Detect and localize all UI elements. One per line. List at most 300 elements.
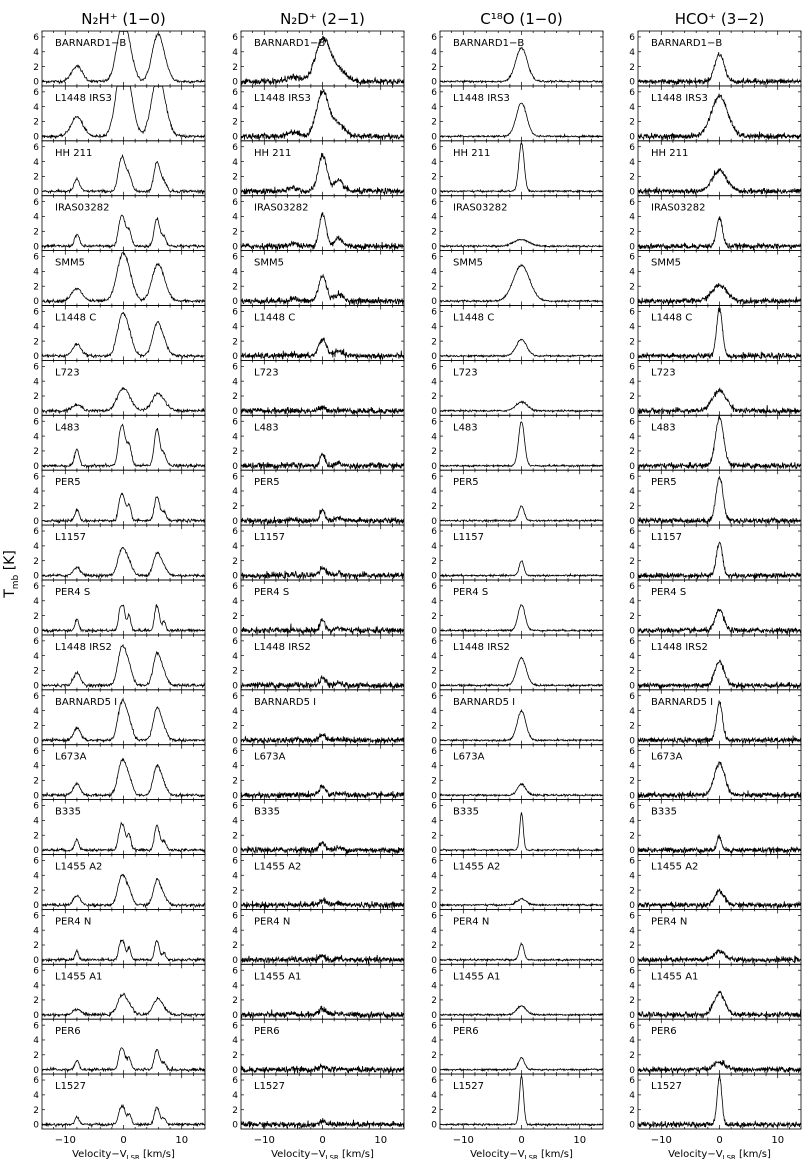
y-tick-label: 0 [431, 1065, 437, 1076]
y-tick-label: 0 [33, 132, 39, 143]
source-label: B335 [254, 806, 280, 818]
y-tick-label: 0 [431, 1120, 437, 1131]
spectrum-panel [33, 909, 205, 966]
source-label: BARNARD5 I [254, 696, 317, 708]
y-tick-label: 6 [629, 1076, 635, 1087]
y-tick-label: 4 [232, 157, 238, 168]
spectrum-panel [431, 306, 603, 363]
spectrum-panel [232, 251, 404, 308]
y-tick-label: 4 [33, 596, 39, 607]
y-tick-label: 6 [629, 637, 635, 648]
spectrum-panel [431, 525, 603, 582]
y-tick-label: 2 [232, 996, 238, 1007]
y-tick-label: 0 [232, 242, 238, 253]
column-title: HCO⁺ (3−2) [674, 10, 765, 28]
y-tick-label: 6 [431, 746, 437, 757]
spectrum-panel [431, 1074, 603, 1131]
spectrum-panel [232, 141, 404, 198]
y-tick-label: 2 [431, 172, 437, 183]
spectrum-panel [232, 196, 404, 253]
y-tick-label: 2 [232, 1105, 238, 1116]
spectrum-line [638, 991, 801, 1018]
y-tick-label: 6 [33, 1076, 39, 1087]
spectrum-line [638, 216, 801, 250]
spectrum-panel [431, 690, 603, 747]
y-tick-label: 4 [232, 871, 238, 882]
x-tick-label: 0 [120, 1135, 127, 1146]
y-tick-label: 0 [232, 352, 238, 363]
spectrum-line [42, 547, 205, 578]
y-tick-label: 4 [431, 487, 437, 498]
x-axis-label: $Velocity-V_{LSR}$ [km/s] [271, 1149, 374, 1159]
x-tick-label: −10 [650, 1135, 672, 1146]
y-tick-label: 2 [232, 337, 238, 348]
spectrum-panel [431, 909, 603, 966]
y-tick-label: 6 [431, 197, 437, 208]
x-tick-label: 10 [771, 1135, 785, 1146]
y-tick-label: 2 [431, 666, 437, 677]
y-tick-label: 6 [232, 911, 238, 922]
x-axis-label: $Velocity-V_{LSR}$ [km/s] [470, 1149, 573, 1159]
spectrum-panel [33, 690, 205, 747]
spectrum-panel [33, 964, 205, 1021]
y-tick-label: 2 [232, 502, 238, 513]
spectrum-line [42, 605, 205, 633]
spectrum-panel [431, 745, 603, 802]
y-tick-label: 0 [33, 736, 39, 747]
y-tick-label: 0 [33, 681, 39, 692]
y-tick-label: 4 [33, 542, 39, 553]
column-title: N₂D⁺ (2−1) [280, 10, 365, 28]
y-tick-label: 6 [33, 88, 39, 99]
y-tick-label: 0 [431, 736, 437, 747]
y-tick-label: 0 [431, 791, 437, 802]
x-tick-label: −10 [54, 1135, 76, 1146]
y-tick-label: 0 [232, 956, 238, 967]
y-tick-label: 0 [431, 77, 437, 88]
spectrum-panel [232, 86, 404, 143]
y-tick-label: 2 [232, 721, 238, 732]
y-tick-label: 6 [431, 472, 437, 483]
spectrum-line [440, 239, 603, 247]
y-tick-label: 4 [629, 102, 635, 113]
spectrum-line [638, 388, 801, 415]
y-tick-label: 4 [431, 47, 437, 58]
spectrum-panel [232, 31, 404, 88]
source-label: PER4 S [55, 587, 91, 598]
y-tick-label: 2 [629, 776, 635, 787]
y-tick-label: 2 [232, 1051, 238, 1062]
y-tick-label: 2 [629, 447, 635, 458]
y-tick-label: 2 [33, 502, 39, 513]
spectrum-line [440, 943, 603, 961]
y-tick-label: 2 [431, 117, 437, 128]
y-tick-label: 6 [629, 88, 635, 99]
y-tick-label: 6 [232, 691, 238, 702]
source-label: L1448 IRS3 [55, 92, 112, 104]
spectrum-panel [431, 415, 603, 472]
spectrum-panel [232, 306, 404, 363]
y-tick-label: 4 [431, 761, 437, 772]
source-label: L723 [55, 367, 80, 379]
y-tick-label: 2 [232, 886, 238, 897]
y-tick-label: 4 [431, 432, 437, 443]
spectrum-panel [629, 1019, 801, 1076]
source-label: PER4 S [651, 587, 687, 598]
y-tick-label: 2 [431, 1105, 437, 1116]
y-tick-label: 4 [629, 267, 635, 278]
y-tick-label: 4 [33, 761, 39, 772]
column-title: C¹⁸O (1−0) [480, 10, 563, 28]
y-tick-label: 4 [629, 487, 635, 498]
y-tick-label: 0 [431, 242, 437, 253]
spectrum-panel [629, 86, 801, 143]
y-tick-label: 6 [431, 88, 437, 99]
source-label: BARNARD5 I [453, 696, 516, 708]
source-label: L1448 IRS3 [651, 92, 708, 104]
y-tick-label: 2 [33, 282, 39, 293]
y-tick-label: 2 [232, 117, 238, 128]
y-tick-label: 6 [33, 252, 39, 263]
source-label: L1455 A2 [453, 861, 501, 873]
source-label: L1448 IRS2 [453, 641, 510, 653]
y-tick-label: 4 [629, 47, 635, 58]
source-label: HH 211 [55, 147, 93, 159]
y-tick-label: 0 [431, 187, 437, 198]
y-tick-label: 4 [33, 377, 39, 388]
source-label: PER4 N [651, 916, 688, 928]
spectrum-line [440, 1006, 603, 1016]
y-tick-label: 4 [431, 651, 437, 662]
y-tick-label: 0 [629, 461, 635, 472]
source-label: PER5 [651, 477, 677, 489]
y-tick-label: 6 [33, 637, 39, 648]
source-label: SMM5 [254, 257, 284, 269]
y-tick-label: 0 [629, 626, 635, 637]
y-tick-label: 2 [629, 282, 635, 293]
y-tick-label: 0 [431, 132, 437, 143]
spectrum-panel [33, 1074, 205, 1131]
y-tick-label: 0 [629, 77, 635, 88]
y-tick-label: 6 [629, 33, 635, 44]
y-tick-label: 0 [232, 297, 238, 308]
y-tick-label: 6 [232, 966, 238, 977]
spectrum-panel [629, 909, 801, 966]
spectrum-panel [33, 855, 205, 912]
y-tick-label: 2 [629, 502, 635, 513]
y-tick-label: 6 [431, 417, 437, 428]
y-tick-label: 6 [431, 527, 437, 538]
spectrum-line [440, 401, 603, 412]
y-tick-label: 4 [629, 651, 635, 662]
source-label: L1527 [651, 1081, 683, 1093]
y-tick-label: 6 [232, 582, 238, 593]
y-tick-label: 2 [431, 996, 437, 1007]
y-tick-label: 2 [232, 666, 238, 677]
source-label: L1527 [254, 1081, 286, 1093]
y-tick-label: 0 [33, 901, 39, 912]
y-tick-label: 2 [431, 447, 437, 458]
spectrum-line [638, 762, 801, 799]
y-tick-label: 2 [33, 556, 39, 567]
y-tick-label: 2 [33, 776, 39, 787]
source-label: L1455 A2 [254, 861, 302, 873]
y-tick-label: 2 [232, 282, 238, 293]
spectrum-panel [629, 855, 801, 912]
y-tick-label: 4 [232, 47, 238, 58]
spectrum-panel [33, 86, 205, 143]
source-label: IRAS03282 [254, 202, 309, 214]
spectrum-line [42, 215, 205, 248]
y-tick-label: 2 [629, 556, 635, 567]
y-tick-label: 2 [232, 556, 238, 567]
y-tick-label: 4 [629, 1036, 635, 1047]
y-tick-label: 2 [33, 666, 39, 677]
y-tick-label: 6 [33, 801, 39, 812]
y-tick-label: 2 [33, 1105, 39, 1116]
spectrum-line [42, 1105, 205, 1127]
spectrum-panel [629, 580, 801, 637]
y-tick-label: 4 [232, 981, 238, 992]
y-tick-label: 6 [232, 88, 238, 99]
y-tick-label: 4 [629, 981, 635, 992]
spectrum-panel [232, 525, 404, 582]
source-label: SMM5 [55, 257, 85, 269]
spectrum-line [42, 493, 205, 522]
y-tick-label: 0 [431, 571, 437, 582]
spectrum-line [241, 275, 404, 305]
y-tick-label: 4 [629, 432, 635, 443]
source-label: L723 [254, 367, 279, 379]
y-tick-label: 2 [33, 392, 39, 403]
spectrum-line [638, 168, 801, 195]
y-tick-label: 6 [33, 472, 39, 483]
y-tick-label: 0 [232, 736, 238, 747]
source-label: L673A [254, 751, 286, 763]
spectrum-line [440, 47, 603, 82]
y-tick-label: 2 [629, 62, 635, 73]
y-tick-label: 6 [33, 197, 39, 208]
y-tick-label: 0 [232, 187, 238, 198]
y-tick-label: 0 [431, 1010, 437, 1021]
y-tick-label: 6 [629, 252, 635, 263]
y-tick-label: 2 [431, 941, 437, 952]
y-tick-label: 4 [431, 1091, 437, 1102]
y-tick-label: 2 [431, 886, 437, 897]
source-label: IRAS03282 [55, 202, 110, 214]
spectrum-panel [232, 635, 404, 692]
spectrum-panel [232, 855, 404, 912]
source-label: PER6 [453, 1026, 479, 1038]
y-tick-label: 4 [33, 816, 39, 827]
y-tick-label: 2 [232, 172, 238, 183]
source-label: PER5 [55, 477, 81, 489]
spectrum-panel [33, 635, 205, 692]
spectrum-panel [33, 360, 205, 417]
spectrum-panel [232, 1019, 404, 1076]
y-tick-label: 4 [33, 1036, 39, 1047]
y-tick-label: 4 [232, 706, 238, 717]
y-tick-label: 4 [33, 1091, 39, 1102]
y-tick-label: 4 [33, 47, 39, 58]
source-label: PER6 [55, 1026, 81, 1038]
y-tick-label: 0 [232, 132, 238, 143]
source-label: IRAS03282 [453, 202, 508, 214]
source-label: L483 [453, 422, 478, 434]
y-tick-label: 0 [33, 571, 39, 582]
spectrum-panel [629, 415, 801, 472]
y-tick-label: 2 [33, 831, 39, 842]
y-tick-label: 2 [232, 831, 238, 842]
y-tick-label: 2 [33, 1051, 39, 1062]
y-tick-label: 4 [232, 102, 238, 113]
source-label: PER4 N [453, 916, 490, 928]
y-tick-label: 6 [232, 1076, 238, 1087]
y-tick-label: 4 [431, 267, 437, 278]
y-tick-label: 0 [33, 352, 39, 363]
spectrum-panel [629, 1074, 801, 1131]
y-tick-label: 6 [629, 856, 635, 867]
y-tick-label: 0 [232, 77, 238, 88]
spectrum-panel [629, 525, 801, 582]
spectrum-line [440, 898, 603, 906]
source-label: BARNARD1−B [55, 38, 127, 49]
spectrum-panel [431, 360, 603, 417]
y-tick-label: 2 [629, 996, 635, 1007]
y-tick-label: 0 [33, 516, 39, 527]
spectrum-panel [33, 1019, 205, 1076]
y-tick-label: 4 [232, 267, 238, 278]
y-tick-label: 0 [431, 297, 437, 308]
y-tick-label: 0 [431, 846, 437, 857]
y-tick-label: 4 [629, 1091, 635, 1102]
y-tick-label: 4 [629, 322, 635, 333]
x-tick-label: −10 [452, 1135, 474, 1146]
y-tick-label: 4 [33, 651, 39, 662]
y-tick-label: 0 [629, 187, 635, 198]
y-tick-label: 2 [629, 831, 635, 842]
spectrum-panel [33, 196, 205, 253]
source-label: PER6 [254, 1026, 280, 1038]
spectrum-line [638, 542, 801, 579]
x-axis-label: $Velocity-V_{LSR}$ [km/s] [72, 1149, 175, 1159]
spectrum-panel [629, 635, 801, 692]
spectrum-line [241, 338, 404, 360]
source-label: PER4 N [254, 916, 291, 928]
y-tick-label: 4 [33, 102, 39, 113]
y-tick-label: 0 [232, 407, 238, 418]
y-tick-label: 0 [33, 1065, 39, 1076]
y-tick-label: 0 [232, 1065, 238, 1076]
source-label: B335 [453, 806, 479, 818]
y-tick-label: 4 [33, 212, 39, 223]
source-label: SMM5 [453, 257, 483, 269]
y-tick-label: 0 [33, 791, 39, 802]
source-label: HH 211 [453, 147, 491, 159]
y-tick-label: 4 [431, 322, 437, 333]
spectrum-panel [629, 196, 801, 253]
y-tick-label: 6 [431, 801, 437, 812]
source-label: L723 [651, 367, 676, 379]
y-tick-label: 4 [431, 212, 437, 223]
source-label: L1448 C [55, 312, 97, 324]
spectrum-panel [232, 470, 404, 527]
spectrum-panel [431, 580, 603, 637]
source-label: PER6 [651, 1026, 677, 1038]
y-tick-label: 6 [629, 746, 635, 757]
spectrum-line [638, 660, 801, 689]
x-tick-label: 0 [319, 1135, 326, 1146]
spectrum-panel [629, 745, 801, 802]
spectrum-panel [431, 964, 603, 1021]
spectrum-panel [431, 196, 603, 253]
y-tick-label: 4 [232, 487, 238, 498]
y-tick-label: 0 [33, 242, 39, 253]
y-tick-label: 0 [232, 626, 238, 637]
y-tick-label: 6 [232, 801, 238, 812]
y-tick-label: 0 [33, 187, 39, 198]
y-tick-label: 6 [431, 911, 437, 922]
y-tick-label: 6 [629, 966, 635, 977]
y-tick-label: 4 [629, 871, 635, 882]
y-tick-label: 4 [33, 926, 39, 937]
y-tick-label: 4 [629, 377, 635, 388]
source-label: L1455 A1 [254, 971, 302, 983]
source-label: L1157 [651, 532, 683, 544]
y-tick-label: 0 [33, 956, 39, 967]
y-tick-label: 4 [232, 596, 238, 607]
y-tick-label: 0 [232, 1010, 238, 1021]
spectrum-line [440, 339, 603, 357]
spectrum-panel [431, 635, 603, 692]
y-tick-label: 4 [629, 542, 635, 553]
source-label: L1448 IRS3 [453, 92, 510, 104]
y-tick-label: 4 [629, 706, 635, 717]
y-tick-label: 0 [629, 571, 635, 582]
y-tick-label: 4 [33, 322, 39, 333]
y-tick-label: 0 [33, 77, 39, 88]
y-tick-label: 0 [33, 1120, 39, 1131]
y-tick-label: 0 [33, 297, 39, 308]
y-tick-label: 2 [33, 611, 39, 622]
y-tick-label: 6 [232, 637, 238, 648]
y-tick-label: 4 [232, 816, 238, 827]
source-label: BARNARD1−B [651, 38, 723, 49]
y-tick-label: 0 [33, 846, 39, 857]
panels-group [33, 31, 801, 1131]
source-label: L483 [55, 422, 80, 434]
x-tick-label: 0 [716, 1135, 723, 1146]
y-tick-label: 6 [33, 527, 39, 538]
y-tick-label: 6 [629, 197, 635, 208]
y-tick-label: 4 [232, 377, 238, 388]
y-tick-label: 2 [431, 392, 437, 403]
y-tick-label: 6 [431, 691, 437, 702]
spectrum-panel [232, 1074, 404, 1131]
source-label: L1455 A1 [651, 971, 699, 983]
spectrum-panel [232, 580, 404, 637]
y-tick-label: 2 [431, 282, 437, 293]
source-label: PER4 N [55, 916, 92, 928]
spectrum-line [638, 609, 801, 635]
y-tick-label: 6 [629, 582, 635, 593]
y-tick-label: 0 [629, 681, 635, 692]
y-tick-label: 4 [232, 651, 238, 662]
y-tick-label: 6 [232, 417, 238, 428]
source-label: IRAS03282 [651, 202, 706, 214]
spectrum-panel [33, 525, 205, 582]
y-tick-label: 6 [33, 307, 39, 318]
